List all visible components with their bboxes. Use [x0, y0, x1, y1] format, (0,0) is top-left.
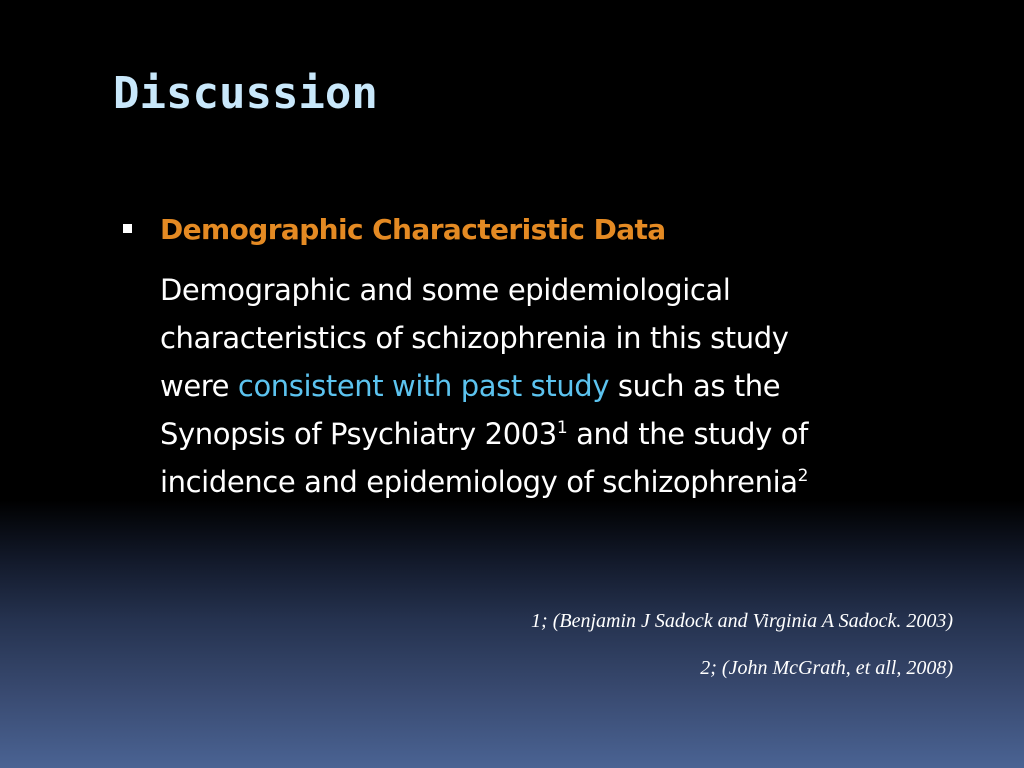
body-line-4-end: and the study of — [567, 417, 808, 451]
footnote-marker-2: 2 — [797, 466, 809, 486]
body-line-5-start: incidence and epidemiology of schizophrenia — [160, 465, 798, 499]
square-bullet-icon — [123, 224, 132, 233]
body-paragraph — [160, 266, 960, 506]
slide-title: Discussion — [113, 68, 378, 119]
body-line-4-start: Synopsis of Psychiatry 2003 — [160, 417, 557, 451]
body-line-3 — [160, 362, 960, 410]
reference-1: 1; (Benjamin J Sadock and Virginia A Sadock. 2003) — [531, 610, 953, 632]
footnote-marker-1: 1 — [556, 418, 568, 438]
body-line-5 — [160, 458, 960, 506]
body-line-3-end: such as the — [609, 369, 781, 403]
body-line-1: Demographic and some epidemiological — [160, 273, 731, 307]
body-line-2: characteristics of schizophrenia in this study — [160, 321, 789, 355]
highlighted-phrase: consistent with past study — [237, 369, 610, 403]
body-line-4 — [160, 410, 960, 458]
body-line-3-start: were — [160, 369, 238, 403]
bullet-heading: Demographic Characteristic Data — [160, 213, 666, 246]
reference-2: 2; (John McGrath, et all, 2008) — [700, 657, 953, 679]
